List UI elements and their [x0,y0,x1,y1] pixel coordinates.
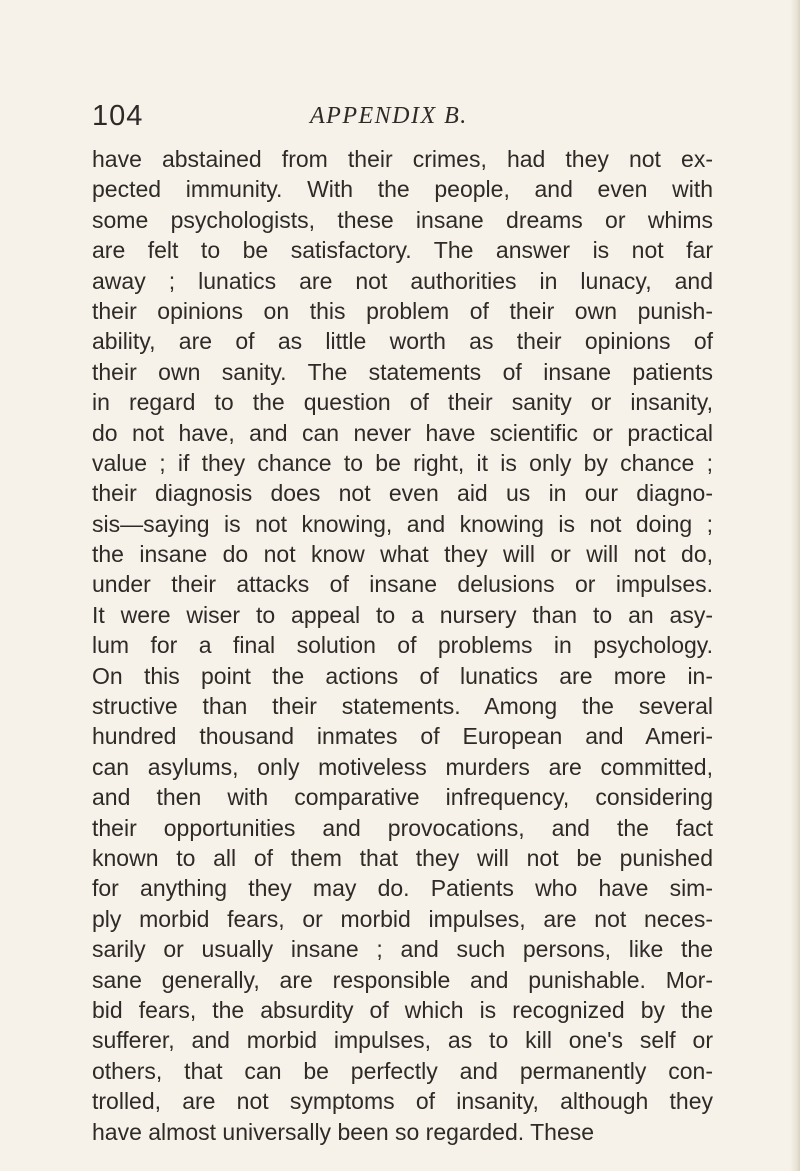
text-line: away ; lunatics are not authorities in lunacy, and [92,267,713,294]
text-line: pected immunity. With the people, and even with [92,176,713,203]
text-line: ply morbid fears, or morbid impulses, are not neces- [92,905,713,932]
text-line: lum for a final solution of problems in psychology. [92,632,713,659]
page-number: 104 [92,100,144,132]
text-line: others, that can be perfectly and permanently con- [92,1057,713,1084]
text-line: do not have, and can never have scientific or practical [92,419,713,446]
text-line: sufferer, and morbid impulses, as to kill one's self or [92,1027,713,1054]
text-line: some psychologists, these insane dreams or whims [92,206,713,233]
text-line: bid fears, the absurdity of which is recognized by the [92,996,713,1023]
text-line: for anything they may do. Patients who have sim- [92,875,713,902]
text-line: sarily or usually insane ; and such persons, like the [92,936,713,963]
text-line: trolled, are not symptoms of insanity, although they [92,1088,713,1115]
text-line: can asylums, only motiveless murders are committed, [92,753,713,780]
text-line: value ; if they chance to be right, it is only by chance ; [92,449,713,476]
text-line: It were wiser to appeal to a nursery than to an asy- [92,601,713,628]
body-text [92,144,713,1147]
text-line: their diagnosis does not even aid us in our diagno- [92,480,713,507]
text-line: the insane do not know what they will or will not do, [92,541,713,568]
text-line: in regard to the question of their sanity or insanity, [92,389,713,416]
text-line: On this point the actions of lunatics are more in- [92,662,713,689]
text-line: their opportunities and provocations, and the fact [92,814,713,841]
text-line: known to all of them that they will not be punished [92,844,713,871]
text-line: are felt to be satisfactory. The answer is not far [92,237,713,264]
text-line: have almost universally been so regarded. These [92,1118,595,1145]
text-line: sis—saying is not knowing, and knowing is not doing ; [92,510,713,537]
text-line: ability, are of as little worth as their opinions of [92,328,713,355]
text-line: their own sanity. The statements of insane patients [92,358,713,385]
text-line: their opinions on this problem of their own punish- [92,297,713,324]
text-line: hundred thousand inmates of European and Ameri- [92,723,713,750]
running-head: APPENDIX B. [310,103,468,129]
text-line: have abstained from their crimes, had they not ex- [92,146,713,172]
page-edge [790,0,800,1171]
text-line: structive than their statements. Among the several [92,693,713,720]
text-line: and then with comparative infrequency, considering [92,784,713,811]
text-line: sane generally, are responsible and punishable. Mor- [92,966,713,993]
page-header [0,96,800,136]
text-line: under their attacks of insane delusions or impulses. [92,571,713,598]
